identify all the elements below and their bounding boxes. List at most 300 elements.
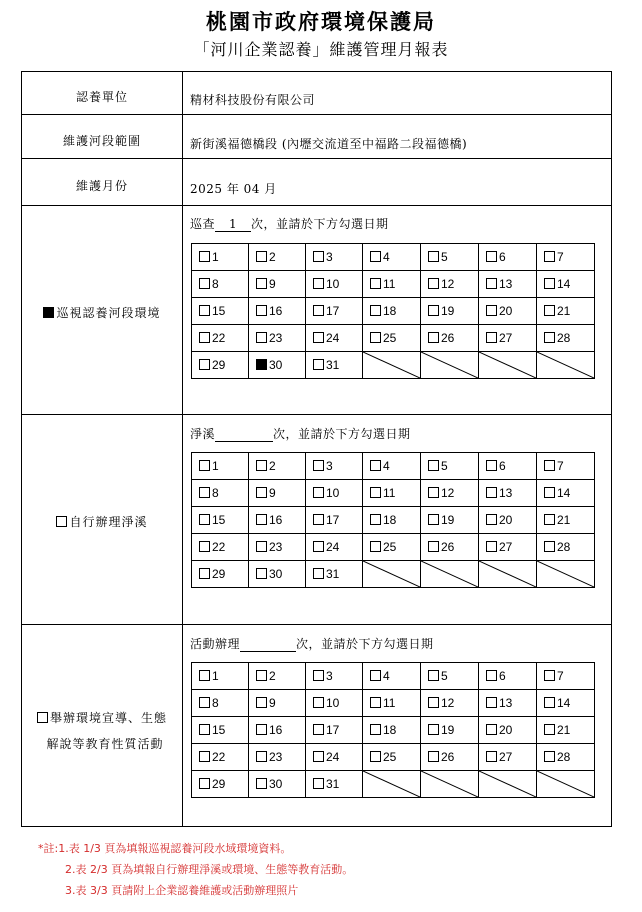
day-checkbox[interactable]	[544, 305, 555, 316]
day-checkbox[interactable]	[256, 670, 267, 681]
day-cell[interactable]	[537, 507, 595, 534]
day-number: 11	[383, 277, 396, 291]
day-cell[interactable]	[363, 534, 421, 561]
day-checkbox[interactable]	[256, 251, 267, 262]
day-cell[interactable]	[537, 271, 595, 298]
day-cell[interactable]	[363, 507, 421, 534]
day-checkbox[interactable]	[313, 724, 324, 735]
day-cell[interactable]	[306, 507, 363, 534]
section-cleanup-prompt	[190, 425, 411, 442]
calendar-row	[192, 663, 595, 690]
day-checkbox[interactable]	[313, 670, 324, 681]
day-cell[interactable]	[249, 480, 306, 507]
day-number: 26	[441, 331, 455, 345]
month-value: 2025 年 04 月	[190, 182, 277, 196]
day-checkbox[interactable]	[370, 670, 381, 681]
day-cell[interactable]	[479, 744, 537, 771]
day-checkbox[interactable]	[428, 460, 439, 471]
day-cell[interactable]	[363, 480, 421, 507]
day-cell[interactable]	[192, 690, 249, 717]
day-cell[interactable]	[479, 271, 537, 298]
day-cell[interactable]	[421, 325, 479, 352]
day-cell[interactable]	[249, 453, 306, 480]
day-cell[interactable]	[363, 453, 421, 480]
day-number: 17	[326, 513, 340, 527]
diagonal-strike	[537, 561, 594, 587]
calendar-row	[192, 717, 595, 744]
day-cell[interactable]	[306, 663, 363, 690]
day-cell[interactable]	[363, 717, 421, 744]
day-cell[interactable]	[192, 744, 249, 771]
day-checkbox[interactable]	[313, 751, 324, 762]
day-checkbox[interactable]	[486, 487, 497, 498]
empty-day-cell	[421, 771, 479, 798]
day-cell[interactable]	[537, 298, 595, 325]
day-cell[interactable]	[192, 271, 249, 298]
day-cell[interactable]	[479, 298, 537, 325]
day-number: 21	[557, 513, 571, 527]
day-cell[interactable]	[479, 507, 537, 534]
day-number: 16	[269, 723, 283, 737]
range-label: 維護河段範圍	[62, 134, 141, 148]
day-checkbox[interactable]	[199, 541, 210, 552]
day-checkbox[interactable]	[544, 487, 555, 498]
section-cleanup-checkbox[interactable]	[56, 516, 67, 527]
day-cell[interactable]	[306, 453, 363, 480]
day-checkbox[interactable]	[486, 514, 497, 525]
section-education-prompt	[190, 635, 434, 652]
day-cell[interactable]	[363, 325, 421, 352]
day-checkbox[interactable]	[256, 514, 267, 525]
day-cell[interactable]	[421, 534, 479, 561]
day-cell[interactable]	[363, 690, 421, 717]
prompt-suffix: 次，並請於下方勾選日期	[273, 427, 411, 441]
day-cell[interactable]	[192, 453, 249, 480]
diagonal-strike	[479, 352, 536, 378]
section-cleanup-calendar	[191, 452, 595, 588]
day-checkbox[interactable]	[428, 514, 439, 525]
prompt-suffix: 次，並請於下方勾選日期	[296, 637, 434, 651]
day-checkbox[interactable]	[486, 724, 497, 735]
day-cell[interactable]	[192, 325, 249, 352]
day-number: 1	[212, 669, 219, 683]
day-cell[interactable]	[306, 244, 363, 271]
day-cell[interactable]	[421, 690, 479, 717]
day-number: 5	[441, 669, 448, 683]
day-checkbox[interactable]	[256, 332, 267, 343]
day-cell[interactable]	[537, 690, 595, 717]
day-checkbox[interactable]	[256, 724, 267, 735]
day-cell[interactable]	[421, 744, 479, 771]
day-checkbox[interactable]	[544, 697, 555, 708]
row-divider	[21, 158, 612, 159]
day-number: 7	[557, 250, 564, 264]
day-number: 2	[269, 459, 276, 473]
day-checkbox[interactable]	[199, 568, 210, 579]
day-cell[interactable]	[363, 663, 421, 690]
calendar-row	[192, 561, 595, 588]
calendar-row	[192, 507, 595, 534]
day-number: 20	[499, 513, 513, 527]
day-cell[interactable]	[249, 663, 306, 690]
day-checkbox[interactable]	[199, 778, 210, 789]
day-cell[interactable]	[306, 690, 363, 717]
section-education-text-1: 舉辦環境宣導、生態	[49, 711, 167, 725]
day-number: 23	[269, 331, 283, 345]
day-cell[interactable]	[421, 271, 479, 298]
section-education-text-2: 解說等教育性質活動	[46, 737, 164, 751]
calendar-row	[192, 690, 595, 717]
day-cell[interactable]	[192, 534, 249, 561]
day-checkbox[interactable]	[313, 359, 324, 370]
day-checkbox[interactable]	[370, 541, 381, 552]
day-cell[interactable]	[363, 744, 421, 771]
day-number: 9	[269, 486, 276, 500]
day-cell[interactable]	[537, 717, 595, 744]
day-number: 14	[557, 486, 571, 500]
day-cell[interactable]	[306, 744, 363, 771]
day-cell[interactable]	[537, 325, 595, 352]
day-checkbox[interactable]	[256, 541, 267, 552]
day-number: 25	[383, 540, 397, 554]
day-checkbox[interactable]	[256, 487, 267, 498]
day-checkbox[interactable]	[313, 460, 324, 471]
day-checkbox[interactable]	[370, 751, 381, 762]
day-cell[interactable]	[421, 453, 479, 480]
calendar-row	[192, 744, 595, 771]
day-cell[interactable]	[249, 352, 306, 379]
day-cell[interactable]	[306, 298, 363, 325]
day-checkbox[interactable]	[313, 697, 324, 708]
day-cell[interactable]	[363, 298, 421, 325]
calendar-row	[192, 771, 595, 798]
section-cleanup-label[interactable]	[22, 509, 182, 535]
day-cell[interactable]	[306, 352, 363, 379]
day-checkbox[interactable]	[199, 278, 210, 289]
day-number: 23	[269, 750, 283, 764]
day-number: 7	[557, 459, 564, 473]
day-checkbox[interactable]	[486, 332, 497, 343]
day-checkbox[interactable]	[370, 305, 381, 316]
day-cell[interactable]	[479, 534, 537, 561]
day-checkbox[interactable]	[428, 697, 439, 708]
day-checkbox[interactable]	[544, 278, 555, 289]
day-cell[interactable]	[537, 453, 595, 480]
section-education-checkbox[interactable]	[37, 712, 48, 723]
day-cell[interactable]	[421, 480, 479, 507]
day-number: 11	[383, 696, 396, 710]
day-cell[interactable]	[363, 271, 421, 298]
day-number: 14	[557, 696, 571, 710]
day-checkbox[interactable]	[199, 332, 210, 343]
day-cell[interactable]	[306, 717, 363, 744]
prompt-suffix: 次，並請於下方勾選日期	[251, 217, 389, 231]
empty-day-cell	[537, 771, 595, 798]
diagonal-strike	[479, 771, 536, 797]
day-number: 7	[557, 669, 564, 683]
day-checkbox[interactable]	[428, 751, 439, 762]
day-cell[interactable]	[192, 507, 249, 534]
prompt-prefix: 淨溪	[190, 427, 216, 441]
day-checkbox[interactable]	[428, 251, 439, 262]
day-checkbox[interactable]	[370, 278, 381, 289]
day-cell[interactable]	[249, 271, 306, 298]
day-cell[interactable]	[306, 771, 363, 798]
day-number: 1	[212, 250, 219, 264]
day-number: 20	[499, 304, 513, 318]
day-checkbox[interactable]	[428, 305, 439, 316]
day-checkbox[interactable]	[544, 251, 555, 262]
day-cell[interactable]	[249, 690, 306, 717]
day-checkbox[interactable]	[313, 332, 324, 343]
diagonal-strike	[421, 561, 478, 587]
day-cell[interactable]	[479, 663, 537, 690]
section-education-label[interactable]	[22, 705, 182, 757]
day-checkbox[interactable]	[486, 460, 497, 471]
day-number: 8	[212, 277, 219, 291]
day-checkbox[interactable]	[370, 724, 381, 735]
day-number: 12	[441, 696, 455, 710]
day-number: 24	[326, 540, 340, 554]
day-cell[interactable]	[479, 690, 537, 717]
day-checkbox[interactable]	[486, 251, 497, 262]
day-cell[interactable]	[192, 771, 249, 798]
day-cell[interactable]	[192, 352, 249, 379]
day-checkbox[interactable]	[486, 751, 497, 762]
day-number: 26	[441, 540, 455, 554]
day-cell[interactable]	[306, 271, 363, 298]
day-checkbox[interactable]	[199, 670, 210, 681]
day-checkbox[interactable]	[313, 278, 324, 289]
day-checkbox[interactable]	[544, 724, 555, 735]
day-checkbox[interactable]	[313, 778, 324, 789]
section-cleanup-text: 自行辦理淨溪	[69, 515, 148, 529]
range-value: 新街溪福德橋段 (內壢交流道至中福路二段福德橋)	[190, 137, 468, 151]
day-checkbox[interactable]	[370, 332, 381, 343]
day-checkbox[interactable]	[486, 305, 497, 316]
day-cell[interactable]	[421, 298, 479, 325]
day-cell[interactable]	[421, 244, 479, 271]
day-cell[interactable]	[249, 717, 306, 744]
day-number: 15	[212, 304, 226, 318]
day-checkbox[interactable]	[370, 514, 381, 525]
footnote-2: 2.表 2/3 頁為填報自行辦理淨溪或環境、生態等教育活動。	[65, 863, 354, 876]
section-education-calendar	[191, 662, 595, 798]
day-cell[interactable]	[249, 744, 306, 771]
day-checkbox[interactable]	[313, 514, 324, 525]
footnote-3: 3.表 3/3 頁請附上企業認養維護或活動辦理照片	[65, 884, 299, 897]
day-number: 14	[557, 277, 571, 291]
diagonal-strike	[479, 561, 536, 587]
prompt-prefix: 活動辦理	[190, 637, 241, 651]
count-field[interactable]: 1	[215, 217, 251, 232]
day-checkbox[interactable]	[428, 278, 439, 289]
calendar-row	[192, 534, 595, 561]
row-divider	[21, 205, 612, 206]
count-field[interactable]	[240, 651, 296, 652]
day-number: 3	[326, 669, 333, 683]
day-number: 6	[499, 669, 506, 683]
day-cell[interactable]	[479, 325, 537, 352]
day-checkbox[interactable]	[544, 332, 555, 343]
day-checkbox[interactable]	[486, 278, 497, 289]
day-cell[interactable]	[479, 717, 537, 744]
day-cell[interactable]	[192, 244, 249, 271]
day-checkbox[interactable]	[256, 568, 267, 579]
day-checkbox[interactable]	[199, 359, 210, 370]
page-subtitle: 「河川企業認養」維護管理月報表	[193, 40, 449, 59]
day-checkbox[interactable]	[370, 460, 381, 471]
day-checkbox[interactable]	[256, 305, 267, 316]
day-checkbox[interactable]	[370, 487, 381, 498]
day-checkbox[interactable]	[256, 460, 267, 471]
day-cell[interactable]	[306, 534, 363, 561]
day-cell[interactable]	[479, 244, 537, 271]
diagonal-strike	[537, 352, 594, 378]
day-cell[interactable]	[306, 561, 363, 588]
section-patrol-label[interactable]	[22, 300, 182, 326]
calendar-row	[192, 244, 595, 271]
day-checkbox[interactable]	[486, 541, 497, 552]
day-number: 22	[212, 331, 226, 345]
day-number: 30	[269, 777, 283, 791]
day-checkbox[interactable]	[199, 697, 210, 708]
day-number: 12	[441, 486, 455, 500]
day-checkbox[interactable]	[428, 541, 439, 552]
section-patrol-checkbox[interactable]	[43, 307, 54, 318]
day-number: 16	[269, 513, 283, 527]
day-checkbox[interactable]	[428, 487, 439, 498]
day-checkbox[interactable]	[313, 305, 324, 316]
day-number: 6	[499, 459, 506, 473]
day-number: 27	[499, 540, 513, 554]
day-number: 28	[557, 540, 571, 554]
empty-day-cell	[479, 352, 537, 379]
day-number: 13	[499, 277, 513, 291]
day-checkbox[interactable]	[370, 251, 381, 262]
diagonal-strike	[363, 352, 420, 378]
section-patrol-text: 巡視認養河段環境	[56, 306, 161, 320]
day-checkbox[interactable]	[544, 460, 555, 471]
day-number: 8	[212, 486, 219, 500]
day-cell[interactable]	[537, 663, 595, 690]
calendar-row	[192, 453, 595, 480]
day-number: 21	[557, 304, 571, 318]
day-checkbox[interactable]	[544, 751, 555, 762]
day-checkbox[interactable]	[486, 697, 497, 708]
count-field[interactable]	[215, 441, 273, 442]
day-cell[interactable]	[306, 480, 363, 507]
day-cell[interactable]	[249, 298, 306, 325]
prompt-prefix: 巡查	[190, 217, 216, 231]
day-checkbox[interactable]	[256, 278, 267, 289]
day-checkbox[interactable]	[256, 778, 267, 789]
day-number: 20	[499, 723, 513, 737]
day-number: 18	[383, 304, 397, 318]
day-number: 13	[499, 696, 513, 710]
day-checkbox[interactable]	[199, 305, 210, 316]
day-checkbox[interactable]	[544, 514, 555, 525]
day-cell[interactable]	[479, 480, 537, 507]
day-checkbox[interactable]	[256, 751, 267, 762]
day-cell[interactable]	[421, 663, 479, 690]
day-cell[interactable]	[537, 744, 595, 771]
day-number: 19	[441, 304, 455, 318]
empty-day-cell	[479, 771, 537, 798]
calendar-row	[192, 352, 595, 379]
day-checkbox[interactable]	[199, 251, 210, 262]
day-checkbox[interactable]	[256, 359, 267, 370]
day-checkbox[interactable]	[199, 724, 210, 735]
day-cell[interactable]	[249, 244, 306, 271]
day-cell[interactable]	[421, 507, 479, 534]
day-number: 6	[499, 250, 506, 264]
section-patrol-calendar	[191, 243, 595, 379]
day-number: 29	[212, 358, 226, 372]
day-checkbox[interactable]	[313, 568, 324, 579]
diagonal-strike	[363, 561, 420, 587]
day-cell[interactable]	[249, 771, 306, 798]
day-number: 3	[326, 250, 333, 264]
calendar-row	[192, 298, 595, 325]
day-number: 12	[441, 277, 455, 291]
day-checkbox[interactable]	[370, 697, 381, 708]
day-cell[interactable]	[249, 507, 306, 534]
day-checkbox[interactable]	[486, 670, 497, 681]
day-checkbox[interactable]	[313, 487, 324, 498]
day-cell[interactable]	[537, 244, 595, 271]
day-number: 31	[326, 777, 340, 791]
day-cell[interactable]	[192, 480, 249, 507]
day-cell[interactable]	[192, 717, 249, 744]
row-divider	[21, 114, 612, 115]
day-number: 25	[383, 750, 397, 764]
day-cell[interactable]	[421, 717, 479, 744]
day-cell[interactable]	[249, 561, 306, 588]
day-cell[interactable]	[537, 480, 595, 507]
diagonal-strike	[421, 352, 478, 378]
day-checkbox[interactable]	[199, 514, 210, 525]
day-checkbox[interactable]	[199, 460, 210, 471]
day-checkbox[interactable]	[313, 251, 324, 262]
day-checkbox[interactable]	[313, 541, 324, 552]
diagonal-strike	[421, 771, 478, 797]
day-cell[interactable]	[537, 534, 595, 561]
day-checkbox[interactable]	[199, 487, 210, 498]
day-cell[interactable]	[249, 325, 306, 352]
day-cell[interactable]	[192, 663, 249, 690]
day-cell[interactable]	[363, 244, 421, 271]
day-checkbox[interactable]	[428, 724, 439, 735]
row-divider	[21, 624, 612, 625]
day-checkbox[interactable]	[428, 670, 439, 681]
day-number: 15	[212, 723, 226, 737]
day-checkbox[interactable]	[428, 332, 439, 343]
day-cell[interactable]	[306, 325, 363, 352]
day-number: 18	[383, 723, 397, 737]
day-cell[interactable]	[479, 453, 537, 480]
day-checkbox[interactable]	[199, 751, 210, 762]
day-cell[interactable]	[192, 298, 249, 325]
day-number: 29	[212, 777, 226, 791]
empty-day-cell	[363, 561, 421, 588]
day-cell[interactable]	[192, 561, 249, 588]
day-checkbox[interactable]	[544, 670, 555, 681]
day-number: 11	[383, 486, 396, 500]
day-checkbox[interactable]	[256, 697, 267, 708]
day-checkbox[interactable]	[544, 541, 555, 552]
day-cell[interactable]	[249, 534, 306, 561]
